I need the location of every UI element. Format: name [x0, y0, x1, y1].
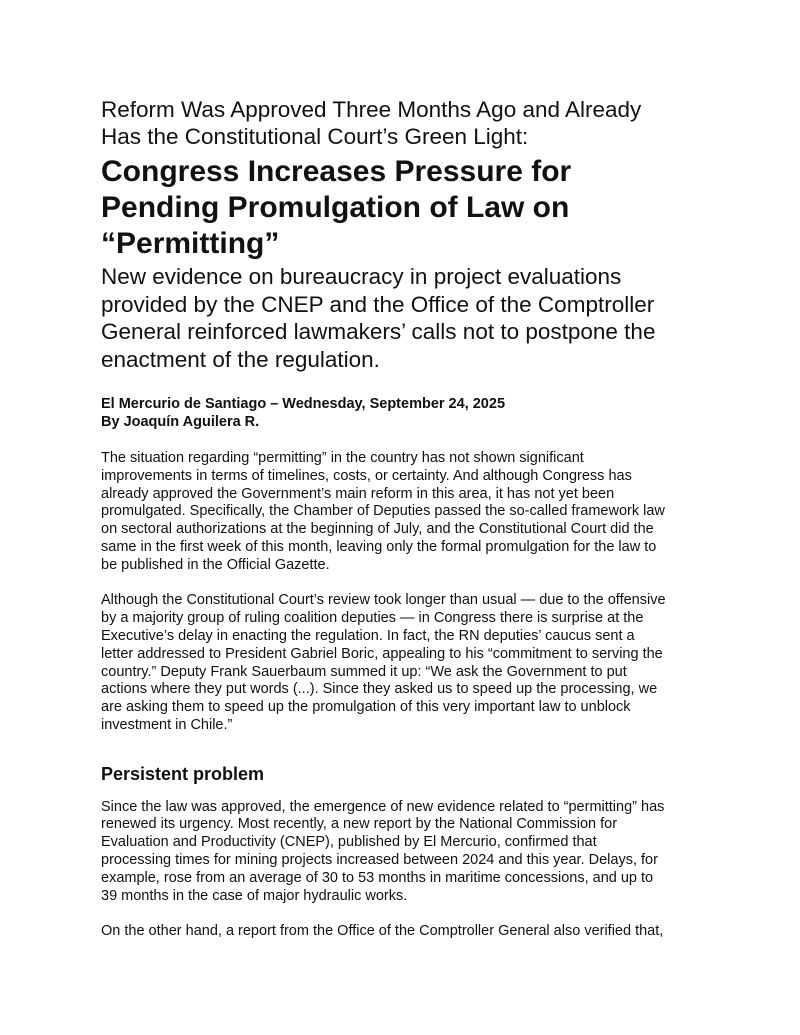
headline — [101, 154, 741, 262]
article — [101, 96, 741, 941]
paragraph — [101, 799, 741, 906]
deck — [101, 263, 741, 373]
paragraph-line: The situation regarding “permitting” in the country has not shown significant — [101, 450, 584, 466]
paragraph — [101, 923, 741, 941]
paragraph-line: already approved the Government’s main reform in this area, it has not yet been — [101, 485, 615, 502]
paragraph-line: example, rose from an average of 30 to 53 months in maritime concessions, and up to — [101, 869, 654, 886]
source-date: El Mercurio de Santiago – Wednesday, September 24, 2025 — [101, 396, 506, 412]
headline-line: Congress Increases Pressure for — [101, 155, 572, 188]
paragraph-line: promulgated. Specifically, the Chamber of Deputies passed the so-called framework law — [101, 503, 665, 520]
paragraph-gap — [101, 575, 741, 593]
paragraph — [101, 450, 741, 575]
deck-line: provided by the CNEP and the Office of the Comptroller — [101, 291, 655, 317]
headline-line: “Permitting” — [101, 227, 280, 260]
paragraph-line: same in the first week of this month, leaving only the formal promulgation for the law to — [101, 538, 657, 555]
paragraph-line: processing times for mining projects increased between 2024 and this year. Delays, for — [101, 851, 658, 868]
body-section-2 — [101, 799, 741, 941]
paragraph-line: country.” Deputy Frank Sauerbaum summed it up: “We ask the Government to put — [101, 663, 627, 680]
deck-line: enactment of the regulation. — [101, 346, 380, 372]
paragraph-line: be published in the Official Gazette. — [101, 556, 330, 573]
deck-line: General reinforced lawmakers’ calls not to postpone the — [101, 319, 656, 344]
paragraph-line: Executive’s delay in enacting the regulation. In fact, the RN deputies’ caucus sent a — [101, 627, 635, 644]
kicker-line: Has the Constitutional Court’s Green Light: — [101, 124, 529, 149]
paragraph-line: 39 months in the case of major hydraulic works. — [101, 887, 408, 904]
paragraph — [101, 592, 741, 734]
paragraph-line: renewed its urgency. Most recently, a new report by the National Commission for — [101, 816, 618, 833]
paragraph-line: letter addressed to President Gabriel Boric, appealing to his “commitment to serving the — [101, 645, 663, 662]
subheading: Persistent problem — [101, 763, 265, 784]
paragraph-line: are asking them to speed up the promulgation of this very important law to unblock — [101, 699, 631, 716]
paragraph-gap — [101, 905, 741, 923]
paragraph-line: improvements in terms of timelines, costs, or certainty. And although Congress has — [101, 467, 632, 484]
paragraph-line: actions where they put words (...). Since they asked us to speed up the processing, we — [101, 681, 658, 698]
paragraph-line: on sectoral authorizations at the beginning of July, and the Constitutional Court did the — [101, 521, 654, 538]
paragraph-line: Evaluation and Productivity (CNEP), published by El Mercurio, confirmed that — [101, 834, 597, 851]
kicker-line: Reform Was Approved Three Months Ago and Already — [101, 97, 642, 122]
paragraph-line: On the other hand, a report from the Office of the Comptroller General also verified that, — [101, 923, 664, 940]
kicker — [101, 96, 741, 150]
body-section-1 — [101, 450, 741, 735]
paragraph-line: by a majority group of ruling coalition deputies — in Congress there is surprise at the — [101, 610, 644, 627]
author: By Joaquín Aguilera R. — [101, 414, 260, 430]
paragraph-line: Since the law was approved, the emergence of new evidence related to “permitting” has — [101, 798, 665, 815]
paragraph-line: Although the Constitutional Court’s review took longer than usual — due to the offensive — [101, 592, 666, 609]
byline — [101, 395, 741, 431]
deck-line: New evidence on bureaucracy in project evaluations — [101, 264, 622, 289]
headline-line: Pending Promulgation of Law on — [101, 191, 570, 224]
paragraph-line: investment in Chile.” — [101, 716, 233, 733]
